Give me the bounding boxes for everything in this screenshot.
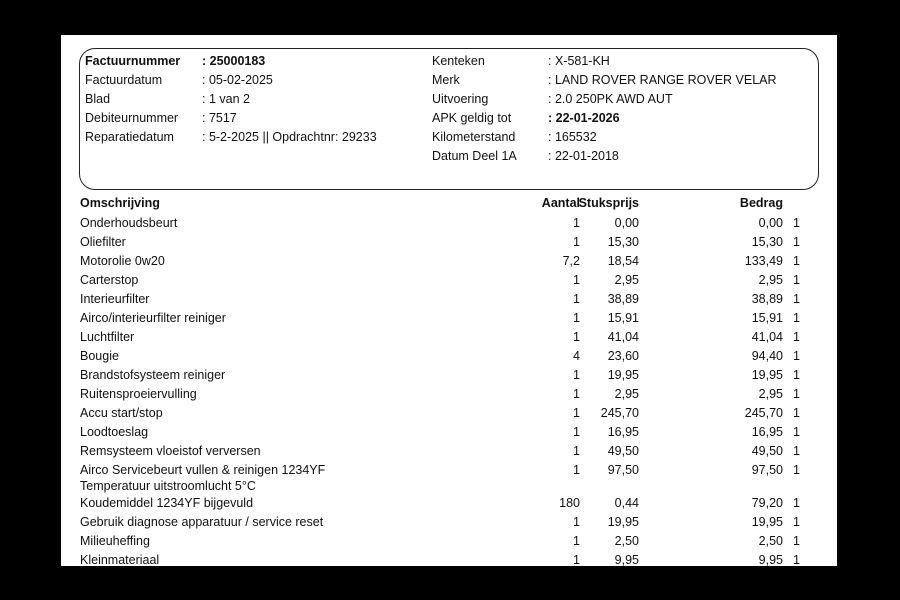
line-quantity: 1 [573,515,580,529]
info-value: : 2.0 250PK AWD AUT [548,92,673,106]
line-description: Interieurfilter [80,292,150,306]
table-row [80,494,810,513]
line-description: Loodtoeslag [80,425,149,439]
line-description: Koudemiddel 1234YF bijgevuld [80,496,254,510]
line-amount: 9,95 [758,553,783,566]
line-description: Gebruik diagnose apparatuur / service reset [80,515,324,529]
line-description: Motorolie 0w20 [80,254,165,268]
info-label: Reparatiedatum [85,130,174,144]
invoice-page [61,35,837,566]
line-quantity: 1 [573,534,580,548]
line-description: Brandstofsysteem reiniger [80,368,226,382]
table-row [80,271,810,290]
info-label: Kenteken [432,54,485,68]
line-amount: 19,95 [751,368,783,382]
info-value: : 5-2-2025 || Opdrachtnr: 29233 [202,130,377,144]
col-header-unit-price: Stuksprijs [578,196,639,210]
line-amount: 19,95 [751,515,783,529]
line-description: Ruitensproeiervulling [80,387,197,401]
line-description: Airco Servicebeurt vullen & reinigen 1234YF [80,463,326,477]
col-header-description: Omschrijving [80,196,160,210]
line-unit-price: 49,50 [607,444,639,458]
line-unit-price: 19,95 [607,515,639,529]
table-row [80,442,810,461]
line-quantity: 1 [573,273,580,287]
line-unit-price: 15,30 [607,235,639,249]
line-vat-code: 1 [793,553,800,566]
line-quantity: 7,2 [562,254,580,268]
table-row [80,328,810,347]
info-label: Uitvoering [432,92,489,106]
line-description: Milieuheffing [80,534,150,548]
line-description: Onderhoudsbeurt [80,216,178,230]
line-amount: 2,95 [758,387,783,401]
line-quantity: 180 [559,496,580,510]
line-vat-code: 1 [793,254,800,268]
line-amount: 94,40 [751,349,783,363]
line-vat-code: 1 [793,216,800,230]
line-vat-code: 1 [793,311,800,325]
line-quantity: 1 [573,368,580,382]
line-quantity: 1 [573,425,580,439]
line-unit-price: 2,95 [614,273,639,287]
table-row [80,513,810,532]
info-value: : 165532 [548,130,597,144]
line-unit-price: 18,54 [607,254,639,268]
line-subnote: Temperatuur uitstroomlucht 5°C [80,479,256,493]
line-amount: 97,50 [751,463,783,477]
line-amount: 2,50 [758,534,783,548]
info-label: Kilometerstand [432,130,516,144]
line-amount: 15,91 [751,311,783,325]
line-vat-code: 1 [793,425,800,439]
info-value: : 22-01-2026 [548,111,620,125]
line-amount: 0,00 [758,216,783,230]
line-unit-price: 38,89 [607,292,639,306]
line-quantity: 1 [573,235,580,249]
info-value: : 05-02-2025 [202,73,273,87]
info-label: Datum Deel 1A [432,149,517,163]
line-amount: 49,50 [751,444,783,458]
line-vat-code: 1 [793,273,800,287]
line-unit-price: 245,70 [600,406,639,420]
line-vat-code: 1 [793,387,800,401]
info-value: : 25000183 [202,54,266,68]
line-vat-code: 1 [793,534,800,548]
line-unit-price: 9,95 [614,553,639,566]
table-row [80,385,810,404]
line-quantity: 1 [573,311,580,325]
line-description: Oliefilter [80,235,126,249]
line-amount: 245,70 [744,406,783,420]
line-unit-price: 15,91 [607,311,639,325]
line-amount: 16,95 [751,425,783,439]
info-label: Merk [432,73,460,87]
line-quantity: 4 [573,349,580,363]
line-description: Bougie [80,349,119,363]
table-row [80,532,810,551]
table-row [80,290,810,309]
line-unit-price: 19,95 [607,368,639,382]
line-amount: 2,95 [758,273,783,287]
line-unit-price: 2,95 [614,387,639,401]
info-label: Blad [85,92,111,106]
line-vat-code: 1 [793,292,800,306]
line-vat-code: 1 [793,496,800,510]
line-description: Kleinmateriaal [80,553,160,566]
line-vat-code: 1 [793,235,800,249]
info-label: APK geldig tot [432,111,512,125]
line-description: Carterstop [80,273,139,287]
line-unit-price: 16,95 [607,425,639,439]
line-description: Accu start/stop [80,406,163,420]
line-description: Airco/interieurfilter reiniger [80,311,226,325]
line-unit-price: 41,04 [607,330,639,344]
line-quantity: 1 [573,292,580,306]
line-quantity: 1 [573,330,580,344]
table-row [80,309,810,328]
line-unit-price: 0,44 [614,496,639,510]
col-header-quantity: Aantal [541,196,580,210]
line-vat-code: 1 [793,515,800,529]
line-unit-price: 0,00 [614,216,639,230]
line-amount: 38,89 [751,292,783,306]
table-row [80,461,810,480]
line-amount: 15,30 [751,235,783,249]
table-row [80,423,810,442]
line-amount: 133,49 [744,254,783,268]
line-unit-price: 2,50 [614,534,639,548]
info-value: : 22-01-2018 [548,149,619,163]
col-header-amount: Bedrag [739,196,783,210]
line-quantity: 1 [573,553,580,566]
line-vat-code: 1 [793,406,800,420]
info-label: Factuurnummer [85,54,181,68]
line-quantity: 1 [573,406,580,420]
line-quantity: 1 [573,463,580,477]
line-vat-code: 1 [793,368,800,382]
line-quantity: 1 [573,387,580,401]
line-description: Remsysteem vloeistof verversen [80,444,261,458]
line-vat-code: 1 [793,330,800,344]
line-unit-price: 23,60 [607,349,639,363]
line-quantity: 1 [573,216,580,230]
line-amount: 79,20 [751,496,783,510]
info-value: : 7517 [202,111,237,125]
info-value: : X-581-KH [548,54,610,68]
table-row [80,233,810,252]
table-row [80,404,810,423]
line-quantity: 1 [573,444,580,458]
info-value: : LAND ROVER RANGE ROVER VELAR [548,73,777,87]
line-vat-code: 1 [793,444,800,458]
table-row [80,252,810,271]
table-row [80,551,810,566]
line-vat-code: 1 [793,463,800,477]
table-row [80,347,810,366]
line-unit-price: 97,50 [607,463,639,477]
table-row [80,214,810,233]
line-vat-code: 1 [793,349,800,363]
info-label: Debiteurnummer [85,111,179,125]
table-row [80,366,810,385]
line-amount: 41,04 [751,330,783,344]
line-description: Luchtfilter [80,330,135,344]
info-value: : 1 van 2 [202,92,250,106]
info-label: Factuurdatum [85,73,163,87]
